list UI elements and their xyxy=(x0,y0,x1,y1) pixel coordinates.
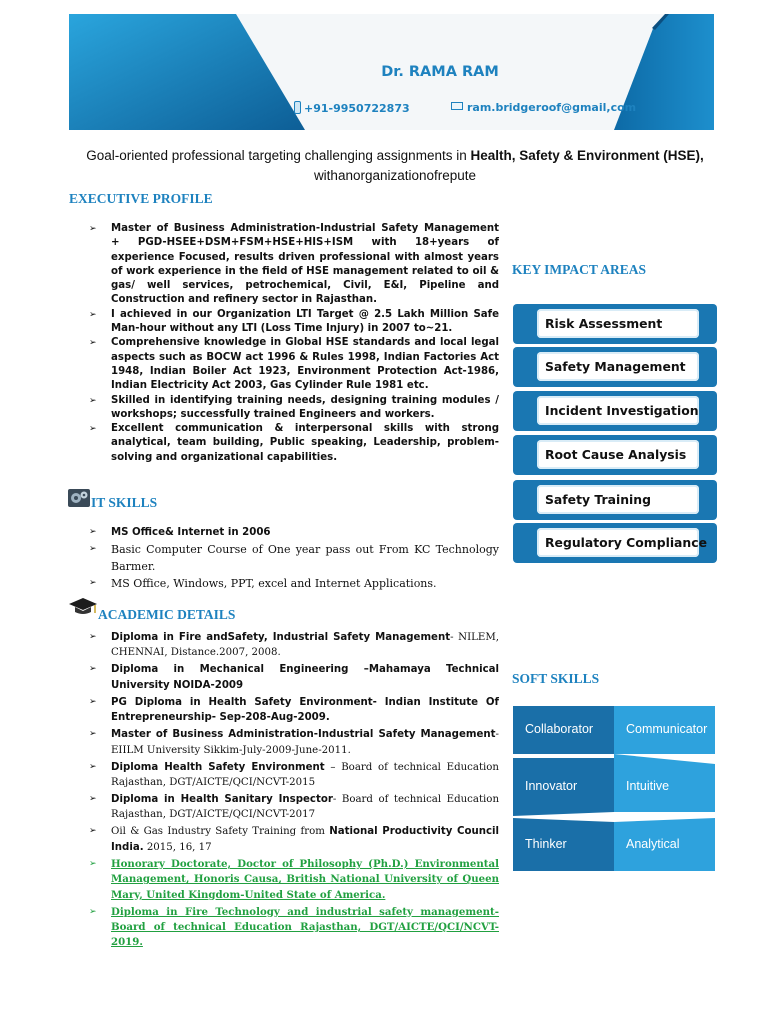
career-objective: Goal-oriented professional targeting challenging assignments in Health, Safety & Environment (HSE), withanorganizationofrepute xyxy=(86,148,704,183)
list-item: ➢ Basic Computer Course of One year pass out From KC Technology Barmer. xyxy=(89,543,499,573)
soft-skill-cell: Communicator xyxy=(626,722,708,736)
arrow-bullet-icon: ➢ xyxy=(89,578,97,588)
list-item: ➢ Diploma in Health Sanitary Inspector- Board of technical Education Rajasthan, DGT/AICTE/QCI/NCVT-2017 xyxy=(89,794,499,821)
gears-icon xyxy=(67,487,91,509)
candidate-name: Dr. RAMA RAM xyxy=(381,64,499,80)
impact-area-row xyxy=(513,391,717,431)
executive-profile-list xyxy=(89,222,499,465)
email-address: ram.bridgeroof@gmail,com xyxy=(467,101,637,114)
impact-area-label: Safety Management xyxy=(537,352,699,381)
soft-skill-cell: Analytical xyxy=(626,837,680,851)
impact-area-row xyxy=(513,435,717,475)
phone-contact[interactable] xyxy=(294,101,410,115)
list-item: ➢ Master of Business Administration-Industrial Safety Management + PGD-HSEE+DSM+FSM+HSE+HIS+ISM with 18+years of experience Focused, results driven professional with almost years of work experience in the field of HSE management related to oil & gas/ well services, petrochemical, Civil, E&I, Pipeline and Construction and refinery sector in Rajasthan. xyxy=(89,223,499,306)
list-item: ➢ Diploma in Mechanical Engineering –Mahamaya Technical University NOIDA-2009 xyxy=(89,664,499,691)
list-item: ➢ Diploma in Fire Technology and industrial safety management- Board of technical Education Rajasthan, DGT/AICTE/QCI/NCVT-2019. xyxy=(89,905,499,949)
list-item: ➢ Excellent communication & interpersonal skills with strong analytical, team building, Public speaking, Leadership, problem-solving and organizational capabilities. xyxy=(89,423,499,463)
impact-area-row xyxy=(513,347,717,387)
list-item: ➢ Comprehensive knowledge in Global HSE standards and local legal aspects such as BOCW act 1996 & Rules 1998, Indian Factories Act 1948, Indian Boiler Act 1923, Environment Protection Act-1986, Indian Electricity Act 2003, Gas Cylinder Rule 1981 etc. xyxy=(89,337,499,392)
arrow-bullet-icon: ➢ xyxy=(89,224,97,234)
arrow-bullet-icon: ➢ xyxy=(89,794,97,805)
impact-area-label: Safety Training xyxy=(537,485,699,514)
list-item: ➢ I achieved in our Organization LTI Target @ 2.5 Lakh Million Safe Man-hour without any LTI (Loss Time Injury) in 2007 to~21. xyxy=(89,308,499,335)
arrow-bullet-icon: ➢ xyxy=(89,826,97,837)
list-item: ➢ Diploma in Fire andSafety, Industrial Safety Management- NILEM, CHENNAI, Distance.2007, 2008. xyxy=(89,632,499,659)
graduation-cap-icon xyxy=(68,597,98,617)
phone-number: +91-9950722873 xyxy=(304,102,410,115)
soft-skill-cell: Collaborator xyxy=(525,722,594,736)
it-skills-heading: IT SKILLS xyxy=(91,495,158,510)
soft-skill-cell: Intuitive xyxy=(626,779,670,793)
list-item: ➢ MS Office, Windows, PPT, excel and Internet Applications. xyxy=(89,577,437,590)
list-item: ➢ PG Diploma in Health Safety Environment- Indian Institute Of Entrepreneurship- Sep-208-Aug-2009. xyxy=(89,696,499,724)
impact-area-label: Risk Assessment xyxy=(537,309,699,338)
list-item: ➢ Skilled in identifying training needs, designing training modules / workshops; successfully trained Engineers and workers. xyxy=(89,394,499,420)
arrow-bullet-icon: ➢ xyxy=(89,906,97,917)
arrow-bullet-icon: ➢ xyxy=(89,696,97,707)
arrow-bullet-icon: ➢ xyxy=(89,309,97,320)
arrow-bullet-icon: ➢ xyxy=(89,338,97,349)
email-contact[interactable] xyxy=(451,101,636,114)
list-item: ➢ Master of Business Administration-Industrial Safety Management- EIILM University Sikkim-July-2009-June-2011. xyxy=(89,729,499,756)
arrow-bullet-icon: ➢ xyxy=(89,664,97,675)
arrow-bullet-icon: ➢ xyxy=(89,544,97,554)
arrow-bullet-icon: ➢ xyxy=(89,632,97,642)
impact-area-label: Incident Investigation xyxy=(537,396,699,425)
key-impact-heading: KEY IMPACT AREAS xyxy=(512,262,647,277)
list-item: ➢ Oil & Gas Industry Safety Training from National Productivity Council India. 2015, 16, 17 xyxy=(89,826,499,853)
arrow-bullet-icon: ➢ xyxy=(89,527,97,537)
impact-area-row xyxy=(513,523,717,563)
arrow-bullet-icon: ➢ xyxy=(89,395,97,406)
envelope-icon xyxy=(451,102,463,110)
list-item: ➢ Diploma Health Safety Environment – Board of technical Education Rajasthan, DGT/AICTE/QCI/NCVT-2015 xyxy=(89,761,499,789)
impact-area-row xyxy=(513,304,717,344)
soft-skill-cell: Thinker xyxy=(525,837,567,851)
list-item: ➢ Honorary Doctorate, Doctor of Philosophy (Ph.D.) Environmental Management, Honoris Causa, British National University of Queen Mary, United Kingdom-United State of America. xyxy=(89,857,499,901)
arrow-bullet-icon: ➢ xyxy=(89,729,97,740)
arrow-bullet-icon: ➢ xyxy=(89,424,97,435)
arrow-bullet-icon: ➢ xyxy=(89,858,97,869)
it-skills-list xyxy=(89,524,499,592)
arrow-bullet-icon: ➢ xyxy=(89,761,97,772)
impact-area-row xyxy=(513,480,717,520)
academic-list xyxy=(89,630,499,952)
soft-skill-cell: Innovator xyxy=(525,779,578,793)
soft-skills-heading: SOFT SKILLS xyxy=(512,671,600,686)
list-item: ➢ MS Office& Internet in 2006 xyxy=(89,524,499,541)
executive-profile-heading: EXECUTIVE PROFILE xyxy=(69,191,213,206)
mobile-phone-icon xyxy=(294,101,301,114)
academic-details-heading: ACADEMIC DETAILS xyxy=(98,607,236,622)
impact-area-label: Root Cause Analysis xyxy=(537,440,699,469)
impact-area-label: Regulatory Compliance xyxy=(537,528,699,557)
